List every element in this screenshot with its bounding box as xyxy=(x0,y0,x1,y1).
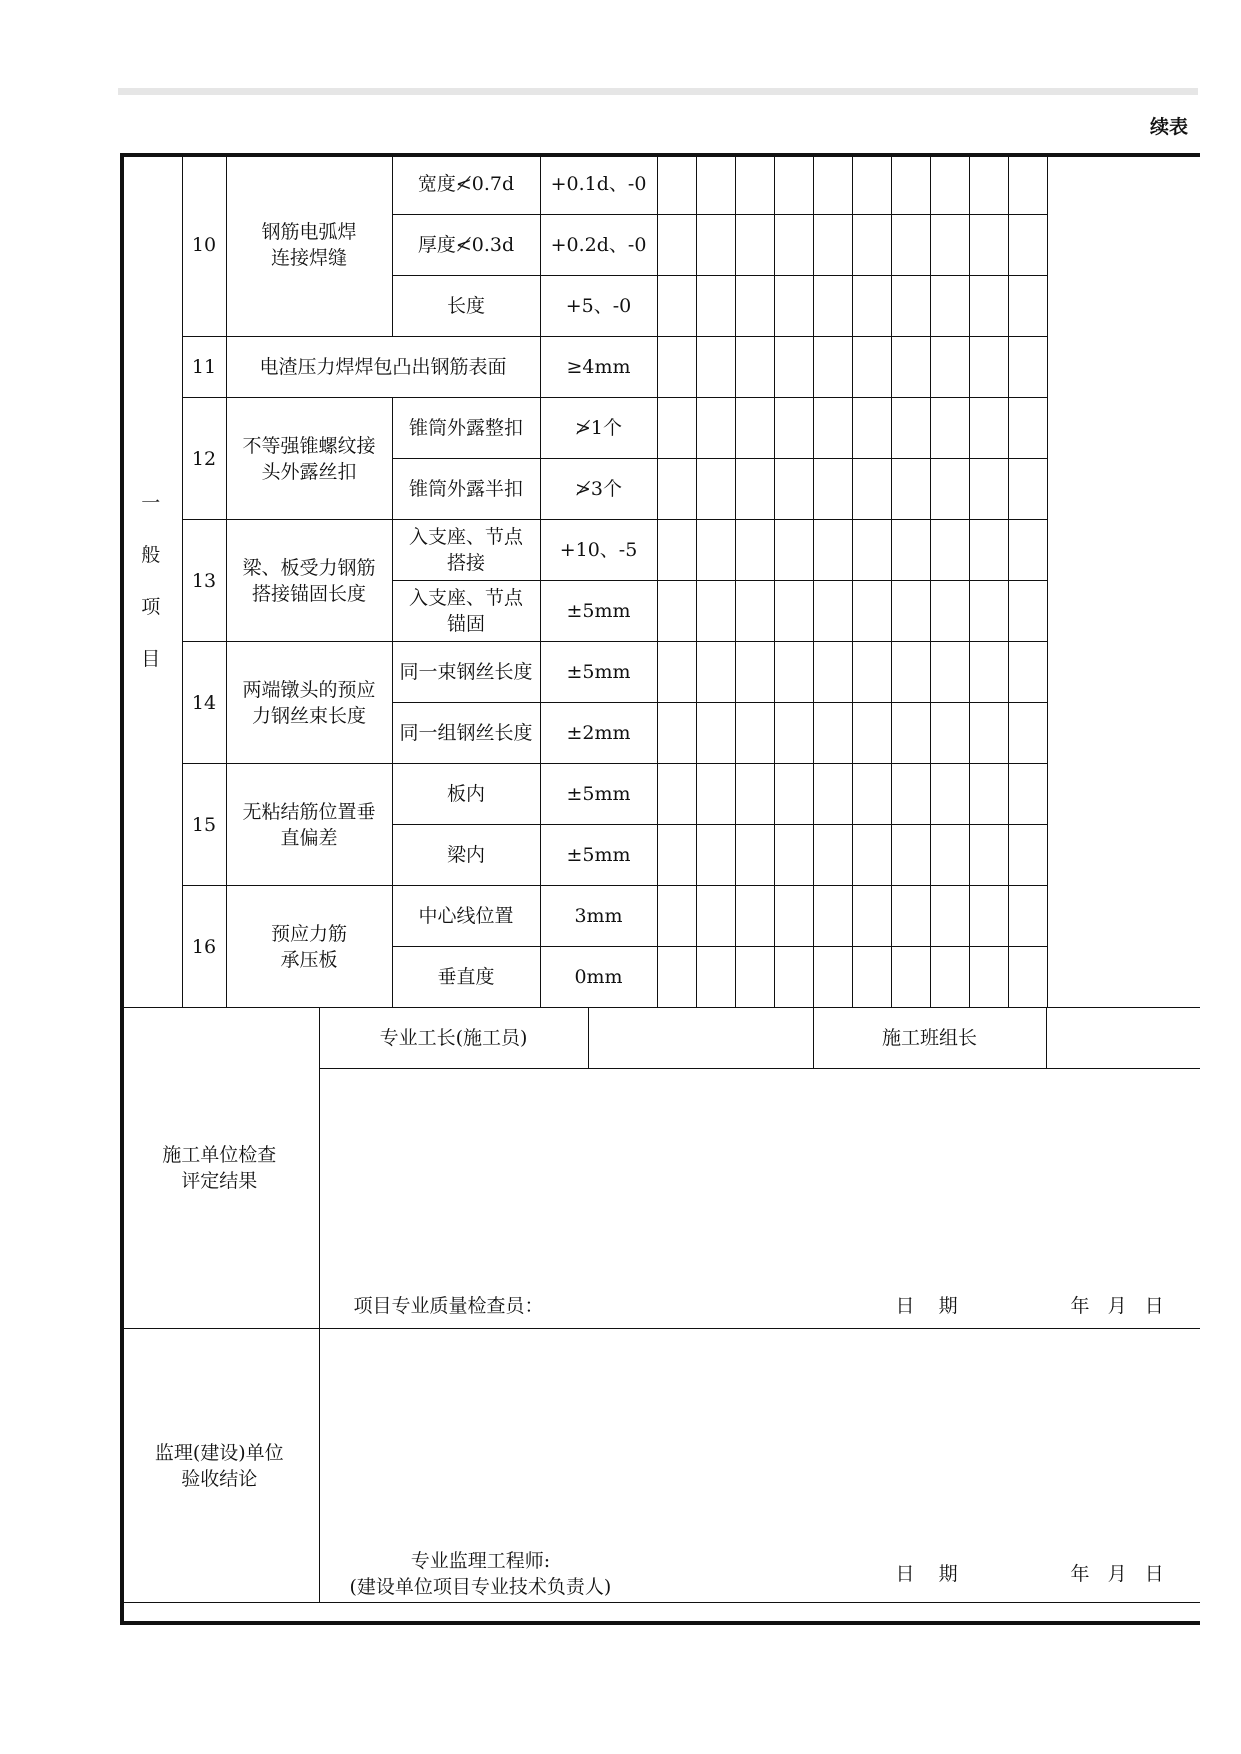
category-char: 一 xyxy=(141,491,161,514)
ymd-label: 年 月 日 xyxy=(1070,1295,1164,1317)
measurement-cell[interactable] xyxy=(969,581,1008,642)
measurement-cell[interactable] xyxy=(852,520,891,581)
tolerance-value: ±5mm xyxy=(540,764,657,825)
measurement-cell[interactable] xyxy=(657,642,696,703)
measurement-cell[interactable] xyxy=(852,825,891,886)
item-number: 11 xyxy=(182,337,226,398)
sub-item: 同一束钢丝长度 xyxy=(392,642,540,703)
measurement-cell[interactable] xyxy=(735,398,774,459)
measurement-cell[interactable] xyxy=(891,459,930,520)
measurement-cell[interactable] xyxy=(813,276,852,337)
ymd-label-2: 年 月 日 xyxy=(1070,1563,1164,1585)
measurement-cell[interactable] xyxy=(813,215,852,276)
measurement-cell[interactable] xyxy=(696,764,735,825)
measurement-cell[interactable] xyxy=(969,276,1008,337)
measurement-cell[interactable] xyxy=(813,764,852,825)
measurement-cell[interactable] xyxy=(657,276,696,337)
item-number: 10 xyxy=(182,154,226,337)
category-char: 项 xyxy=(141,595,161,618)
measurement-cell[interactable] xyxy=(852,886,891,947)
measurement-cell[interactable] xyxy=(774,581,813,642)
measurement-cell[interactable] xyxy=(969,215,1008,276)
item-number: 13 xyxy=(182,520,226,642)
item-name: 钢筋电弧焊 连接焊缝 xyxy=(226,154,392,337)
measurement-cell[interactable] xyxy=(1008,398,1047,459)
measurement-cell[interactable] xyxy=(774,825,813,886)
measurement-cell[interactable] xyxy=(657,398,696,459)
frame-top-border xyxy=(120,153,1200,157)
table-row xyxy=(120,764,1200,825)
sub-item: 中心线位置 xyxy=(392,886,540,947)
item-name: 不等强锥螺纹接 头外露丝扣 xyxy=(226,398,392,520)
item-name: 梁、板受力钢筋 搭接锚固长度 xyxy=(226,520,392,642)
tolerance-value: ±5mm xyxy=(540,642,657,703)
measurement-cell[interactable] xyxy=(657,825,696,886)
measurement-cell[interactable] xyxy=(969,154,1008,215)
team-leader-label: 施工班组长 xyxy=(881,1027,977,1049)
measurement-cell[interactable] xyxy=(969,398,1008,459)
frame-left-border xyxy=(120,153,124,1625)
measurement-cell[interactable] xyxy=(969,459,1008,520)
measurement-cell[interactable] xyxy=(813,520,852,581)
measurement-cell[interactable] xyxy=(813,581,852,642)
measurement-cell[interactable] xyxy=(813,947,852,1008)
construction-result-field[interactable] xyxy=(319,1069,1200,1329)
measurement-cell[interactable] xyxy=(696,825,735,886)
measurement-cell[interactable] xyxy=(657,947,696,1008)
measurement-cell[interactable] xyxy=(930,337,969,398)
table-row xyxy=(120,154,1200,215)
measurement-cell[interactable] xyxy=(1008,520,1047,581)
item-name: 无粘结筋位置垂 直偏差 xyxy=(226,764,392,886)
sub-item: 厚度≮0.3d xyxy=(392,215,540,276)
measurement-cell[interactable] xyxy=(930,459,969,520)
measurement-cell[interactable] xyxy=(813,642,852,703)
sub-item: 梁内 xyxy=(392,825,540,886)
inspector-label: 项目专业质量检查员： xyxy=(353,1295,544,1317)
measurement-cell[interactable] xyxy=(930,947,969,1008)
measurement-cell[interactable] xyxy=(735,764,774,825)
measurement-cell[interactable] xyxy=(735,459,774,520)
measurement-cell[interactable] xyxy=(696,398,735,459)
category-char: 般 xyxy=(141,543,161,566)
measurement-cell[interactable] xyxy=(969,947,1008,1008)
measurement-cell[interactable] xyxy=(696,703,735,764)
construction-check-label: 施工单位检查 评定结果 xyxy=(162,1144,277,1192)
measurement-cell[interactable] xyxy=(930,520,969,581)
measurement-cell[interactable] xyxy=(1008,886,1047,947)
measurement-cell[interactable] xyxy=(930,703,969,764)
measurement-cell[interactable] xyxy=(852,947,891,1008)
measurement-cell[interactable] xyxy=(891,398,930,459)
foreman-signature-field[interactable] xyxy=(588,1008,813,1069)
measurement-cell[interactable] xyxy=(969,520,1008,581)
measurement-cell[interactable] xyxy=(1008,154,1047,215)
measurement-cell[interactable] xyxy=(657,581,696,642)
measurement-cell[interactable] xyxy=(969,764,1008,825)
sub-item: 板内 xyxy=(392,764,540,825)
date-label-2: 日 期 xyxy=(895,1563,958,1585)
measurement-cell[interactable] xyxy=(774,886,813,947)
measurement-cell[interactable] xyxy=(657,703,696,764)
table-row xyxy=(120,886,1200,947)
measurement-cell[interactable] xyxy=(735,276,774,337)
measurement-cell[interactable] xyxy=(852,337,891,398)
measurement-cell[interactable] xyxy=(891,825,930,886)
measurement-cell[interactable] xyxy=(930,581,969,642)
item-name: 两端镦头的预应 力钢丝束长度 xyxy=(226,642,392,764)
measurement-cell[interactable] xyxy=(735,886,774,947)
measurement-cell[interactable] xyxy=(735,825,774,886)
measurement-cell[interactable] xyxy=(696,886,735,947)
measurement-cell[interactable] xyxy=(1008,947,1047,1008)
measurement-cell[interactable] xyxy=(1008,215,1047,276)
measurement-cell[interactable] xyxy=(969,642,1008,703)
table-row xyxy=(120,337,1200,398)
measurement-cell[interactable] xyxy=(696,947,735,1008)
measurement-cell[interactable] xyxy=(969,825,1008,886)
table-row xyxy=(120,642,1200,703)
measurement-cell[interactable] xyxy=(930,642,969,703)
measurement-cell[interactable] xyxy=(657,154,696,215)
remarks-cell[interactable] xyxy=(1047,154,1200,1008)
measurement-cell[interactable] xyxy=(1008,764,1047,825)
measurement-cell[interactable] xyxy=(774,154,813,215)
measurement-cell[interactable] xyxy=(1008,642,1047,703)
top-gray-bar xyxy=(118,88,1198,95)
measurement-cell[interactable] xyxy=(891,764,930,825)
measurement-cell[interactable] xyxy=(1008,276,1047,337)
measurement-cell[interactable] xyxy=(852,154,891,215)
measurement-cell[interactable] xyxy=(774,276,813,337)
measurement-cell[interactable] xyxy=(813,703,852,764)
item-number: 14 xyxy=(182,642,226,764)
tolerance-value: +0.1d、-0 xyxy=(540,154,657,215)
continued-label: 续表 xyxy=(1150,116,1189,138)
tolerance-value: ≯3个 xyxy=(540,459,657,520)
measurement-cell[interactable] xyxy=(852,764,891,825)
item-name: 电渣压力焊焊包凸出钢筋表面 xyxy=(226,337,540,398)
measurement-cell[interactable] xyxy=(969,337,1008,398)
category-cell xyxy=(120,154,182,1008)
measurement-cell[interactable] xyxy=(813,459,852,520)
measurement-cell[interactable] xyxy=(891,581,930,642)
measurement-cell[interactable] xyxy=(735,642,774,703)
measurement-cell[interactable] xyxy=(969,703,1008,764)
measurement-cell[interactable] xyxy=(1008,459,1047,520)
supervision-result-field[interactable] xyxy=(319,1329,1200,1603)
measurement-cell[interactable] xyxy=(852,703,891,764)
measurement-cell[interactable] xyxy=(774,520,813,581)
measurement-cell[interactable] xyxy=(930,154,969,215)
measurement-cell[interactable] xyxy=(696,459,735,520)
measurement-cell[interactable] xyxy=(774,764,813,825)
measurement-cell[interactable] xyxy=(774,459,813,520)
measurement-cell[interactable] xyxy=(657,520,696,581)
measurement-cell[interactable] xyxy=(852,642,891,703)
measurement-cell[interactable] xyxy=(813,886,852,947)
measurement-cell[interactable] xyxy=(1008,703,1047,764)
measurement-cell[interactable] xyxy=(852,581,891,642)
measurement-cell[interactable] xyxy=(657,764,696,825)
measurement-cell[interactable] xyxy=(696,215,735,276)
foreman-label: 专业工长(施工员) xyxy=(379,1027,528,1049)
supervision-label: 监理(建设)单位 验收结论 xyxy=(154,1441,284,1490)
item-number: 12 xyxy=(182,398,226,520)
measurement-cell[interactable] xyxy=(891,642,930,703)
measurement-cell[interactable] xyxy=(891,154,930,215)
tolerance-value: 0mm xyxy=(540,947,657,1008)
measurement-cell[interactable] xyxy=(930,215,969,276)
tolerance-value: +0.2d、-0 xyxy=(540,215,657,276)
measurement-cell[interactable] xyxy=(891,215,930,276)
inspection-form xyxy=(120,153,1200,1625)
measurement-cell[interactable] xyxy=(930,398,969,459)
date-label: 日 期 xyxy=(895,1295,958,1317)
sub-item: 长度 xyxy=(392,276,540,337)
frame-bottom-border xyxy=(120,1621,1200,1625)
sub-item: 入支座、节点 搭接 xyxy=(392,520,540,581)
measurement-cell[interactable] xyxy=(696,154,735,215)
tolerance-value: ±5mm xyxy=(540,581,657,642)
measurement-cell[interactable] xyxy=(696,520,735,581)
measurement-cell[interactable] xyxy=(852,215,891,276)
measurement-cell[interactable] xyxy=(735,154,774,215)
measurement-cell[interactable] xyxy=(774,215,813,276)
measurement-cell[interactable] xyxy=(735,520,774,581)
measurement-cell[interactable] xyxy=(930,886,969,947)
sub-item: 垂直度 xyxy=(392,947,540,1008)
measurement-cell[interactable] xyxy=(735,337,774,398)
measurement-cell[interactable] xyxy=(813,337,852,398)
item-number: 15 xyxy=(182,764,226,886)
measurement-cell[interactable] xyxy=(1008,581,1047,642)
measurement-cell[interactable] xyxy=(891,947,930,1008)
measurement-cell[interactable] xyxy=(696,276,735,337)
measurement-cell[interactable] xyxy=(969,886,1008,947)
table-row xyxy=(120,520,1200,581)
tolerance-value: 3mm xyxy=(540,886,657,947)
general-items-table xyxy=(120,153,1200,1008)
measurement-cell[interactable] xyxy=(813,825,852,886)
sub-item: 宽度≮0.7d xyxy=(392,154,540,215)
category-char: 目 xyxy=(141,647,161,670)
measurement-cell[interactable] xyxy=(774,703,813,764)
measurement-cell[interactable] xyxy=(891,886,930,947)
measurement-cell[interactable] xyxy=(735,581,774,642)
measurement-cell[interactable] xyxy=(657,886,696,947)
measurement-cell[interactable] xyxy=(891,520,930,581)
measurement-cell[interactable] xyxy=(774,642,813,703)
measurement-cell[interactable] xyxy=(696,581,735,642)
item-number: 16 xyxy=(182,886,226,1008)
measurement-cell[interactable] xyxy=(852,276,891,337)
measurement-cell[interactable] xyxy=(891,337,930,398)
signature-table xyxy=(120,1007,1200,1603)
sub-item: 锥筒外露半扣 xyxy=(392,459,540,520)
item-name: 预应力筋 承压板 xyxy=(226,886,392,1008)
sub-item: 锥筒外露整扣 xyxy=(392,398,540,459)
tolerance-value: +5、-0 xyxy=(540,276,657,337)
measurement-cell[interactable] xyxy=(657,215,696,276)
sub-item: 入支座、节点 锚固 xyxy=(392,581,540,642)
measurement-cell[interactable] xyxy=(813,154,852,215)
measurement-cell[interactable] xyxy=(891,703,930,764)
measurement-cell[interactable] xyxy=(1008,337,1047,398)
measurement-cell[interactable] xyxy=(774,947,813,1008)
measurement-cell[interactable] xyxy=(852,398,891,459)
tolerance-value: ±5mm xyxy=(540,825,657,886)
measurement-cell[interactable] xyxy=(696,337,735,398)
measurement-cell[interactable] xyxy=(657,337,696,398)
tolerance-value: ≥4mm xyxy=(540,337,657,398)
measurement-cell[interactable] xyxy=(813,398,852,459)
table-row xyxy=(120,398,1200,459)
measurement-cell[interactable] xyxy=(1008,825,1047,886)
measurement-cell[interactable] xyxy=(696,642,735,703)
measurement-cell[interactable] xyxy=(735,947,774,1008)
measurement-cell[interactable] xyxy=(657,459,696,520)
measurement-cell[interactable] xyxy=(774,337,813,398)
tolerance-value: +10、-5 xyxy=(540,520,657,581)
measurement-cell[interactable] xyxy=(774,398,813,459)
engineer-label: 专业监理工程师: (建设单位项目专业技术负责人) xyxy=(349,1550,612,1598)
sub-item: 同一组钢丝长度 xyxy=(392,703,540,764)
tolerance-value: ±2mm xyxy=(540,703,657,764)
measurement-cell[interactable] xyxy=(930,276,969,337)
measurement-cell[interactable] xyxy=(735,215,774,276)
team-leader-signature-field[interactable] xyxy=(1046,1008,1200,1069)
measurement-cell[interactable] xyxy=(930,764,969,825)
measurement-cell[interactable] xyxy=(852,459,891,520)
measurement-cell[interactable] xyxy=(735,703,774,764)
tolerance-value: ≯1个 xyxy=(540,398,657,459)
measurement-cell[interactable] xyxy=(891,276,930,337)
measurement-cell[interactable] xyxy=(930,825,969,886)
